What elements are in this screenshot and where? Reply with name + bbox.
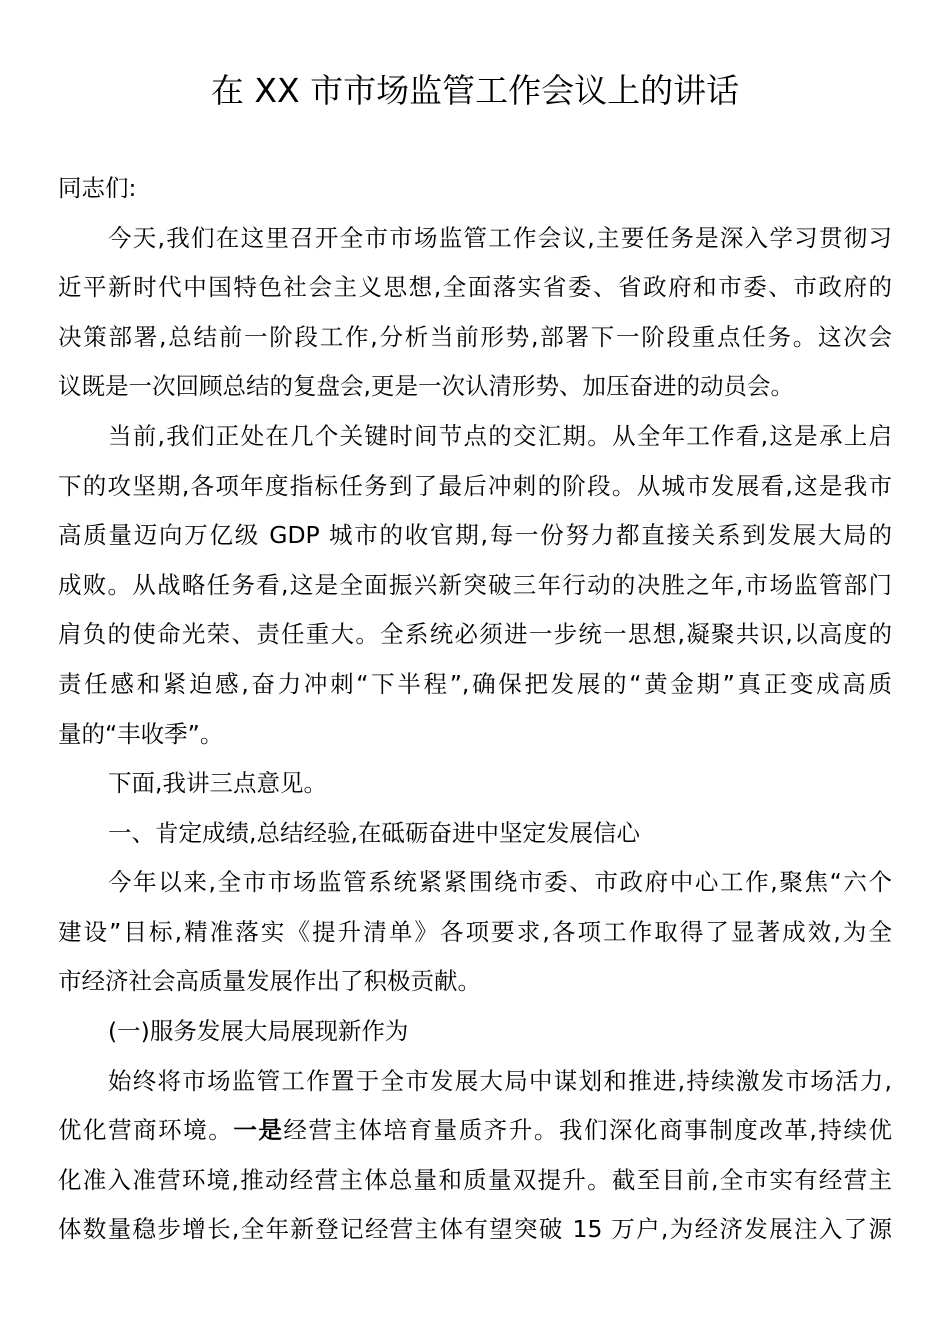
paragraph-line: 体数量稳步增长,全年新登记经营主体有望突破 15 万户,为经济发展注入了源 (58, 1215, 892, 1243)
paragraph-line: 始终将市场监管工作置于全市发展大局中谋划和推进,持续激发市场活力, (108, 1067, 892, 1095)
salutation: 同志们: (58, 174, 137, 202)
document-title: 在 XX 市市场监管工作会议上的讲话 (210, 71, 740, 110)
paragraph-line: 近平新时代中国特色社会主义思想,全面落实省委、省政府和市委、市政府的 (58, 273, 892, 301)
paragraph-line: 肩负的使命光荣、责任重大。全系统必须进一步统一思想,凝聚共识,以高度的 (58, 620, 892, 648)
subsection-heading: (一)服务发展大局展现新作为 (108, 1017, 409, 1045)
paragraph-line: 议既是一次回顾总结的复盘会,更是一次认清形势、加压奋进的动员会。 (58, 372, 794, 400)
emphasis-label: 一是 (233, 1116, 284, 1144)
paragraph-line: 当前,我们正处在几个关键时间节点的交汇期。从全年工作看,这是承上启 (108, 422, 892, 450)
paragraph-line: 成败。从战略任务看,这是全面振兴新突破三年行动的决胜之年,市场监管部门 (58, 571, 892, 599)
text-segment: 优化营商环境。 (58, 1116, 234, 1144)
paragraph-line (58, 1110, 892, 1150)
paragraph-line: 下的攻坚期,各项年度指标任务到了最后冲刺的阶段。从城市发展看,这是我市 (58, 472, 892, 500)
paragraph-line: 市经济社会高质量发展作出了积极贡献。 (58, 967, 481, 995)
paragraph-line: 化准入准营环境,推动经营主体总量和质量双提升。截至目前,全市实有经营主 (58, 1166, 892, 1194)
paragraph-line: 责任感和紧迫感,奋力冲刺“下半程”,确保把发展的“黄金期”真正变成高质 (58, 670, 892, 698)
paragraph-line: 决策部署,总结前一阶段工作,分析当前形势,部署下一阶段重点任务。这次会 (58, 323, 892, 351)
paragraph-line: 量的“丰收季”。 (58, 720, 224, 748)
text-segment: 经营主体培育量质齐升。我们深化商事制度改革,持续优 (283, 1116, 892, 1144)
paragraph-line: 下面,我讲三点意见。 (108, 769, 327, 797)
paragraph-line: 建设”目标,精准落实《提升清单》各项要求,各项工作取得了显著成效,为全 (58, 918, 892, 946)
paragraph-line: 今年以来,全市市场监管系统紧紧围绕市委、市政府中心工作,聚焦“六个 (108, 868, 892, 896)
section-heading: 一、肯定成绩,总结经验,在砥砺奋进中坚定发展信心 (108, 819, 640, 847)
paragraph-line: 今天,我们在这里召开全市市场监管工作会议,主要任务是深入学习贯彻习 (108, 224, 892, 252)
paragraph-line: 高质量迈向万亿级 GDP 城市的收官期,每一份努力都直接关系到发展大局的 (58, 521, 892, 549)
